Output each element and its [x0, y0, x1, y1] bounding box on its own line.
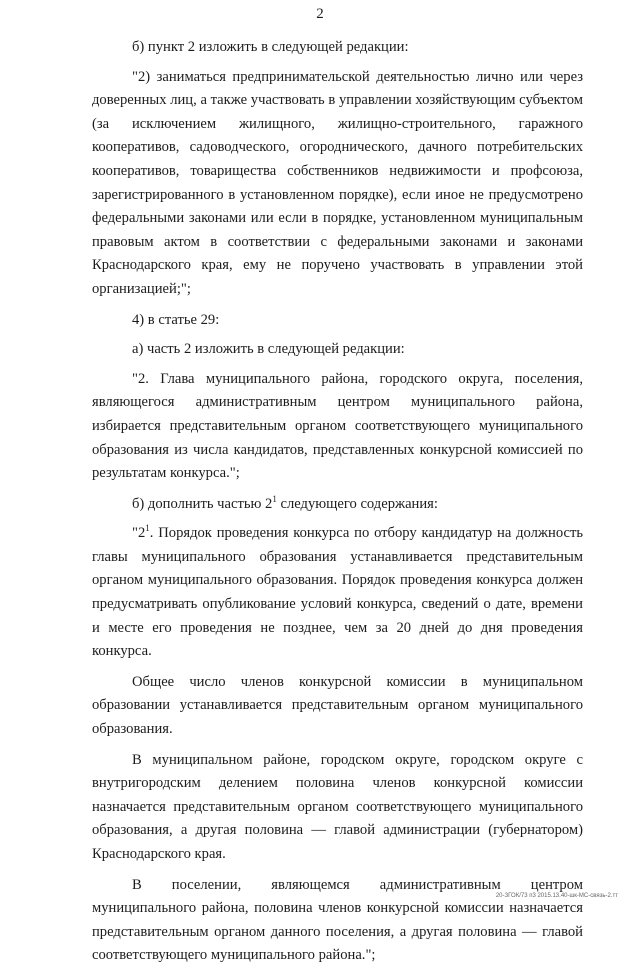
document-body: [92, 36, 583, 975]
superscript: 1: [272, 493, 277, 504]
paragraph-settlement-commission: В поселении, являющемся административным центром муниципального района, половина членов конкурсной комиссии назначается представительным органом данного поселения, а другая половина — главой соответствующего муниципального района.";: [92, 876, 583, 964]
paragraph-part-2-text: "2. Глава муниципального района, городского округа, поселения, являющегося административным центром муниципального района, избирается представительным органом соответствующего муниципального образования из числа кандидатов, представленных конкурсной комиссией по результатам конкурса.";: [92, 370, 583, 482]
paragraph-item-a-amend-part-2: а) часть 2 изложить в следующей редакции:: [132, 341, 405, 358]
paragraph-item-b-amend-point-2: б) пункт 2 изложить в следующей редакции:: [132, 39, 409, 55]
paragraph-municipal-district-commission: В муниципальном районе, городском округе, городском округе с внутригородским делением половина членов конкурсной комиссии назначается представительным органом соответствующего муниципального образования, а другая половина — главой администрации (губернатором) Краснодарского края.: [92, 751, 583, 862]
page-number: 2: [316, 6, 324, 22]
superscript: 1: [145, 523, 150, 534]
paragraph-text: следующего содержания:: [276, 495, 438, 512]
paragraph-text: . Порядок проведения конкурса по отбору кандидатур на должность главы муниципального образования устанавливается представительным органом муниципального образования. Порядок проведения конкурса должен предусматривать опубликование условий конкурса, сведений о дате, времени и месте его проведения не позднее, чем за 20 дней до дня проведения конкурса.: [92, 525, 583, 660]
paragraph-article-29: 4) в статье 29:: [132, 311, 220, 328]
paragraph-point-2-text: "2) заниматься предпринимательской деятельностью лично или через доверенных лиц, а также участвовать в управлении хозяйствующим субъектом (за исключением жилищного, жилищно-строительного, гаражного кооперативов, садоводческого, огороднического, дачного потребительских кооперативов, товарищества собственников недвижимости и профсоюза, зарегистрированного в установленном порядке), если иное не предусмотрено федеральными законами или если в порядке, установленном муниципальным правовым актом в соответствии с федеральными законами и законами Краснодарского края, ему не поручено участвовать в управлении этой организацией;";: [92, 68, 583, 297]
paragraph-part-2-1-text: [92, 522, 583, 664]
paragraph-text: б) дополнить частью 2: [132, 495, 273, 512]
paragraph-text: "2: [132, 525, 146, 542]
paragraph-commission-size: Общее число членов конкурсной комиссии в муниципальном образовании устанавливается представительным органом муниципального образования.: [92, 673, 583, 738]
paragraph-item-b-add-part-2-1: [92, 493, 583, 517]
document-footer: 20-ЗГОК/73 п3 2015.13.40-шк-МС-связь-2.тт: [495, 893, 618, 899]
